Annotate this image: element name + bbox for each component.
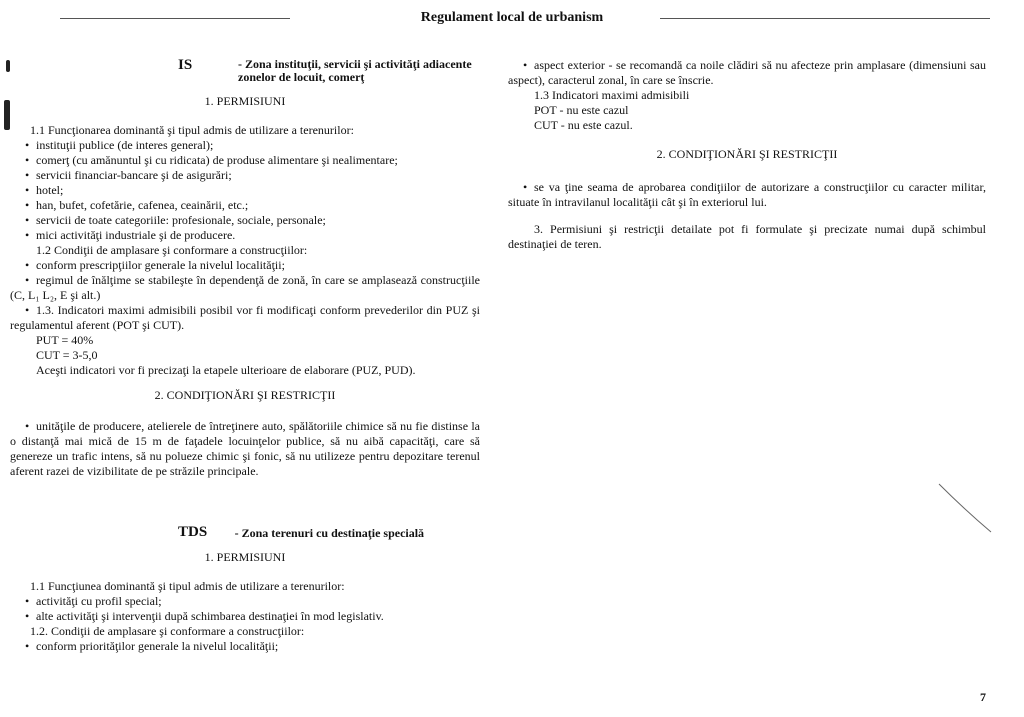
list-item: • servicii financiar-bancare şi de asigurări; bbox=[10, 168, 480, 183]
zone-title: - Zona terenuri cu destinaţie specială bbox=[234, 526, 425, 540]
list-item: • instituţii publice (de interes general); bbox=[10, 138, 480, 153]
indicator-pot: PUT = 40% bbox=[36, 333, 94, 347]
list-item: • han, bufet, cofetărie, cafenea, ceainării, etc.; bbox=[10, 198, 480, 213]
indicator-cut: CUT - nu este cazul. bbox=[534, 118, 633, 132]
list-item: • alte activităţi şi intervenţii după schimbarea destinaţiei în mod legislativ. bbox=[10, 609, 480, 624]
list-item: • regimul de înălţime se stabileşte în dependenţă de zonă, în care se amplasează construcţiile (C, L₁ L₂, E şi alt.) bbox=[10, 273, 480, 303]
document-header-title: Regulament local de urbanism bbox=[420, 10, 604, 25]
list-item: • conform prescripţiilor generale la nivelul localităţii; bbox=[10, 258, 480, 273]
list-item: • hotel; bbox=[10, 183, 480, 198]
bullet-list bbox=[10, 594, 480, 624]
scan-stroke bbox=[935, 480, 995, 540]
list-item: • conform priorităţilor generale la nivelul localităţii; bbox=[10, 639, 480, 654]
section-heading: 1. PERMISIUNI bbox=[204, 550, 286, 564]
indicator-pot: POT - nu este cazul bbox=[534, 103, 629, 117]
zone-code: IS bbox=[178, 57, 193, 73]
list-item: • activităţi cu profil special; bbox=[10, 594, 480, 609]
bullet-list bbox=[10, 138, 480, 243]
zone-title: - Zona instituţii, servicii şi activităţi adiacente zonelor de locuit, comerţ bbox=[238, 57, 472, 84]
paragraph: • 1.3. Indicatori maximi admisibili posibil vor fi modificaţi conform prevederilor din PUZ şi regulamentul aferent (POT şi CUT). bbox=[10, 303, 480, 333]
zone-code: TDS bbox=[178, 524, 208, 540]
section-heading: 1. PERMISIUNI bbox=[204, 94, 286, 108]
paragraph: 1.2 Condiţii de amplasare şi conformare a construcţiilor: bbox=[36, 243, 308, 257]
list-item: • aspect exterior - se recomandă ca noile clădiri să nu afecteze prin amplasare (dimensiuni sau aspect), caracterul zonal, în care se înscrie. bbox=[508, 58, 986, 88]
section-heading: 2. CONDIŢIONĂRI ŞI RESTRICŢII bbox=[154, 388, 336, 402]
paragraph: 1.2. Condiţii de amplasare şi conformare a construcţiilor: bbox=[30, 624, 305, 638]
section-heading: 2. CONDIŢIONĂRI ŞI RESTRICŢII bbox=[656, 147, 838, 161]
bullet-list bbox=[10, 639, 480, 654]
indicator-cut: CUT = 3-5,0 bbox=[36, 348, 98, 362]
list-item: • comerţ (cu amănuntul şi cu ridicata) de produse alimentare şi nealimentare; bbox=[10, 153, 480, 168]
paragraph: 1.3 Indicatori maximi admisibili bbox=[534, 88, 690, 102]
list-item: • unităţile de producere, atelierele de întreţinere auto, spălătoriile chimice să nu fie distinse la o distanţă mai mică de 15 m de faţadele locuinţelor publice, să nu aibă capacităţi, care să genereze un trafic intens, să nu polueze chimic şi fonic, să nu utilizeze pentru depozitare terenul aferent razei de vizibilitate de pe străzile principale. bbox=[10, 419, 480, 479]
paragraph: Aceşti indicatori vor fi precizaţi la etapele ulterioare de elaborare (PUZ, PUD). bbox=[36, 363, 416, 377]
paragraph: 1.1 Funcţionarea dominantă şi tipul admis de utilizare a terenurilor: bbox=[30, 123, 354, 137]
paragraph: 1.1 Funcţiunea dominantă şi tipul admis de utilizare a terenurilor: bbox=[30, 579, 345, 593]
bullet-list bbox=[10, 258, 480, 273]
zone-tds-heading bbox=[10, 525, 480, 540]
paragraph: 3. Permisiuni şi restricţii detailate pot fi formulate şi precizate numai după schimbul destinaţiei de teren. bbox=[508, 222, 986, 251]
right-column bbox=[508, 58, 986, 252]
list-item: • servicii de toate categoriile: profesionale, sociale, personale; bbox=[10, 213, 480, 228]
list-item: • mici activităţi industriale şi de producere. bbox=[10, 228, 480, 243]
left-column bbox=[10, 58, 480, 654]
header-rule-right bbox=[660, 18, 990, 19]
zone-is-heading bbox=[10, 58, 480, 84]
list-item: • se va ţine seama de aprobarea condiţiilor de autorizare a construcţiilor cu caracter militar, situate în intravilanul localităţii cât şi în exteriorul lui. bbox=[508, 180, 986, 210]
page-number: 7 bbox=[980, 690, 986, 704]
